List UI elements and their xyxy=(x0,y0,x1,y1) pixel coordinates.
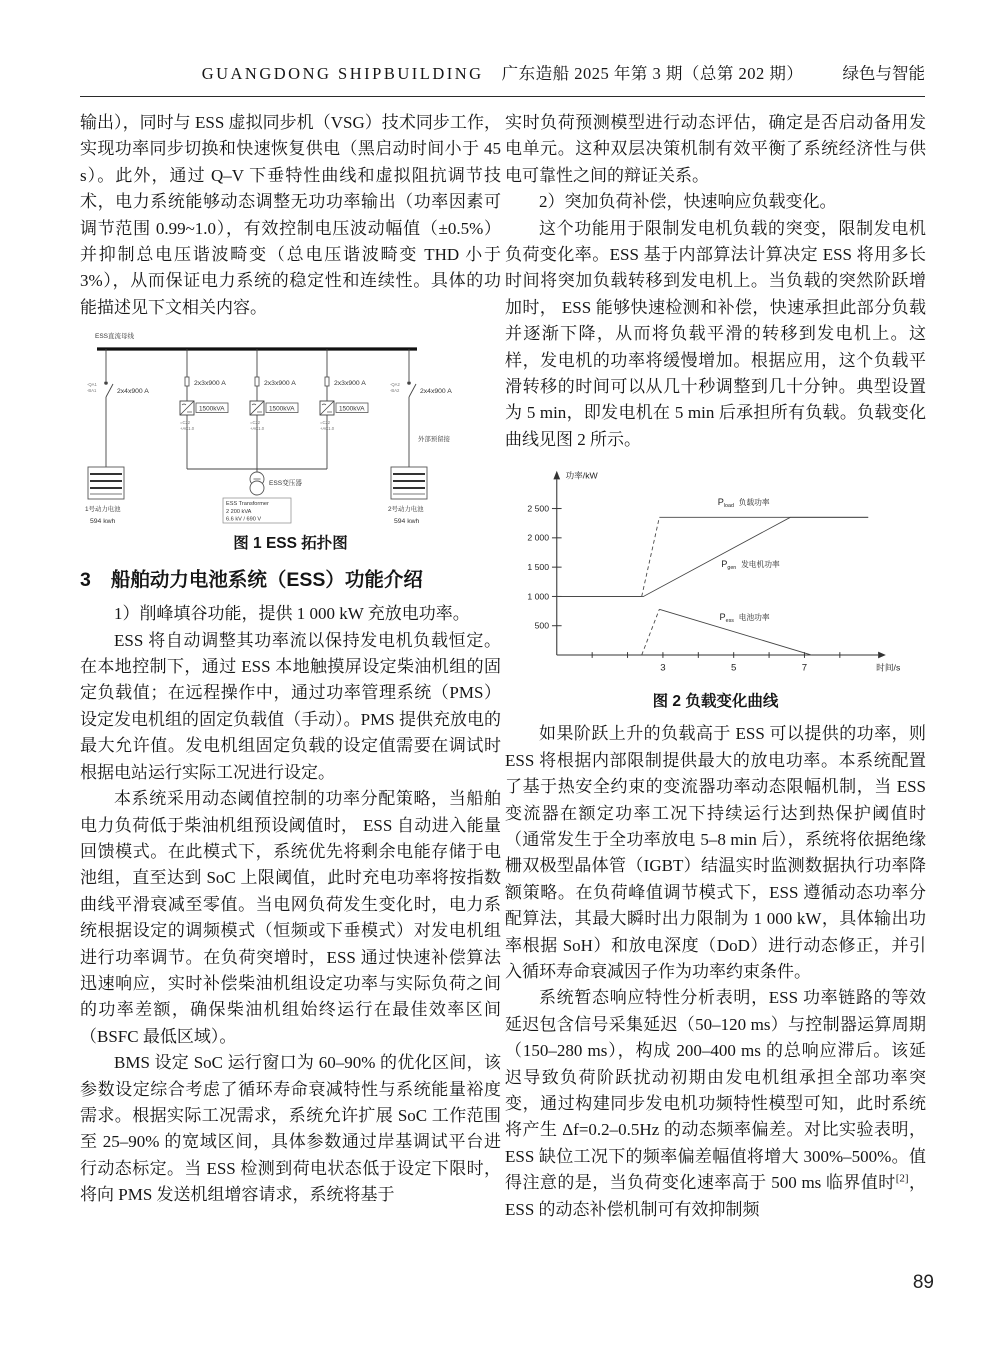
right-column xyxy=(505,110,926,1223)
battery-icon xyxy=(88,467,124,499)
y-tick-label: 1 000 xyxy=(526,591,549,602)
figure2-caption: 图 2 负载变化曲线 xyxy=(652,693,779,711)
transformer-icon xyxy=(250,472,264,495)
journal-name-en: GUANGDONG SHIPBUILDING xyxy=(201,64,484,83)
series-label: $P_{gen}$ $^{发电机功率}$ xyxy=(720,559,780,572)
transformer-spec-box xyxy=(223,498,291,523)
series-label: $P_{ess}$ $^{电池功率}$ xyxy=(719,612,770,625)
figure2-plot-area xyxy=(527,470,901,674)
section-heading xyxy=(80,565,501,595)
series-line xyxy=(556,518,867,597)
paragraph: BMS 设定 SoC 运行窗口为 60–90% 的优化区间，该参数设定综合考虑了循环寿命衰减特性与系统能量裕度需求。根据实际工况需求，系统允许扩展 SoC 工作范围至 25–90% 的宽域区间，具体参数通过岸基调试平台进行动态标定。当 ESS 检测到荷电状态低于设定下限时，将向 PMS 发送机组增容请求，系统将基于 xyxy=(80,1053,501,1205)
y-axis-label: 功率/kW xyxy=(564,470,598,481)
x-tick-label: 7 xyxy=(801,662,807,674)
external-connection-label: 外部预留接 xyxy=(417,436,450,444)
section-number: 3 xyxy=(80,569,91,592)
bus-label: ESS直流母线 xyxy=(94,333,134,341)
left-feeder xyxy=(104,349,113,467)
converter-icon xyxy=(320,401,334,415)
svg-text:2x3x900 A: 2x3x900 A xyxy=(333,380,366,388)
fuse-icon xyxy=(255,377,259,386)
series-line xyxy=(659,610,811,656)
paragraph: 系统暂态响应特性分析表明，ESS 功率链路的等效延迟包含信号采集延迟（50–120 ms）与控制器运算周期（150–280 ms），构成 200–400 ms 的总响应滞后。该延迟导致负荷阶跃扰动初期由发电机组承担全部功率突变，通过构建同步发电机功频特性模型可知，此时系统将产生 Δf=0.2–0.5Hz 的动态频率偏差。对比实验表明，ESS 缺位工况下的频率偏差幅值将增大 300%–500%。值得注意的是，当负荷变化速率高于 500 ms 临界值时[2]，ESS 的动态补偿机制可有效抑制频 xyxy=(505,988,927,1219)
converter-feeder xyxy=(180,349,228,469)
series-label: $P_{load}$ $^{负载功率}$ xyxy=(717,497,770,510)
battery1-name: 1号动力电池 xyxy=(84,506,121,514)
svg-text:=C22: =C22 xyxy=(319,420,330,426)
svg-text:+AC1.0: +AC1.0 xyxy=(179,426,194,432)
x-tick-label: 3 xyxy=(659,662,666,674)
converter-rating: 1500kVA xyxy=(198,405,224,413)
series-line xyxy=(641,518,659,597)
y-tick-label: 500 xyxy=(534,620,549,631)
left-feeder-rating: 2x4x900 A xyxy=(116,388,149,396)
header-column-name: 绿色与智能 xyxy=(842,64,925,83)
paragraph: 1）削峰填谷功能，提供 1 000 kW 充放电功率。 xyxy=(114,604,470,624)
battery1-capacity: 594 kwh xyxy=(89,518,115,526)
battery2-capacity: 594 kwh xyxy=(393,518,419,526)
page-number: 89 xyxy=(912,1272,934,1293)
svg-text:2 200 kVA: 2 200 kVA xyxy=(225,509,251,516)
fuse-icon xyxy=(325,377,329,386)
svg-text:-BA2: -BA2 xyxy=(389,388,399,394)
paragraph: ESS 将自动调整其功率流以保持发电机负载恒定。在本地控制下，通过 ESS 本地触摸屏设定柴油机组的固定负载值；在远程操作中，通过功率管理系统（PMS）设定发电机组的固定负载值（手动）。PMS 提供充放电的最大允许值。发电机组固定负载的设定值需要在调试时根据电站运行实际工况进行设定。 xyxy=(80,630,501,782)
right-feeder-rating: 2x4x900 A xyxy=(419,388,452,396)
converter-rating: 1500kVA xyxy=(338,405,364,413)
figure2-chart xyxy=(523,459,909,687)
converter-feeder xyxy=(250,349,298,469)
x-tick-label: 5 xyxy=(730,662,736,674)
breaker-icon xyxy=(104,381,108,385)
svg-text:2x3x900 A: 2x3x900 A xyxy=(193,380,226,388)
figure2-block xyxy=(505,459,926,713)
svg-text:+AC1.0: +AC1.0 xyxy=(319,426,334,432)
paragraph: 本系统采用动态阈值控制的功率分配策略，当船舶电力负荷低于柴油机组预设阈值时， ESS 自动进入能量回馈模式。在此模式下，系统优先将剩余电能存储于电池组，直至达到 SoC 上限阈值，此时充电功率将按指数曲线平滑衰减至零值。当电网负荷发生变化时，电力系统根据设定的调频模式（恒频或下垂模式）对发电机组进行功率调节。在负荷突增时，ESS 通过快速补偿算法迅速响应，实时补偿柴油机组设定功率与实际负荷之间的功率差额，确保柴油机组始终运行在最佳效率区间（BSFC 最低区域）。 xyxy=(80,789,501,1046)
converter-feeders xyxy=(180,349,368,473)
converter-icon xyxy=(180,401,194,415)
converter-feeder xyxy=(320,349,368,469)
section-title: 船舶动力电池系统（ESS）功能介绍 xyxy=(110,569,423,592)
citation-marker: [2] xyxy=(895,1172,909,1185)
x-axis-arrow-icon xyxy=(878,652,886,659)
svg-text:-BA1: -BA1 xyxy=(86,388,96,394)
paragraph: 输出），同时与 ESS 虚拟同步机（VSG）技术同步工作，实现功率同步切换和快速恢复供电（黑启动时间小于 45 s）。此外，通过 Q–V 下垂特性曲线和虚拟阻抗调节技术，电力系统能够动态调整无功功率输出（功率因素可调节范围 0.99~1.0），有效控制电压波动幅值（±0.5%）并抑制总电压谐波畸变（总电压谐波畸变 THD 小于 3%），从而保证电力系统的稳定性和连续性。具体的功能描述见下文相关内容。 xyxy=(80,113,501,317)
y-tick-label: 2 500 xyxy=(526,503,549,514)
paragraph: 2）突加负荷补偿，快速响应负载变化。 xyxy=(539,192,837,212)
svg-text:=C22: =C22 xyxy=(249,420,260,426)
right-feeder xyxy=(407,349,416,467)
left-column xyxy=(80,110,501,1209)
svg-text:ESS Transformer: ESS Transformer xyxy=(225,501,269,508)
battery-icon xyxy=(391,467,427,499)
fuse-icon xyxy=(185,377,189,386)
paragraph: 如果阶跃上升的负载高于 ESS 可以提供的功率，则 ESS 将根据内部限制提供最大的放电功率。本系统配置了基于热安全约束的变流器功率动态限幅机制，当 ESS 变流器在额定功率工况下持续运行达到热保护阈值时（通常发生于全功率放电 5–8 min 后），系统将依据绝缘栅双极型晶体管（IGBT）结温实时监测数据执行功率降额策略。在负荷峰值调节模式下，ESS 遵循动态功率分配算法，其最大瞬时出力限制为 1 000 kW，具体输出功率根据 SoH）和放电深度（DoD）进行动态修正，并引入循环寿命衰减因子作为功率约束条件。 xyxy=(505,724,926,981)
page-header xyxy=(80,60,925,90)
converter-icon xyxy=(250,401,264,415)
journal-issue-cn: 广东造船 2025 年第 3 期（总第 202 期） xyxy=(501,64,804,83)
y-axis-arrow-icon xyxy=(553,471,560,480)
paragraph: 实时负荷预测模型进行动态评估，确定是否启动备用发电单元。这种双层决策机制有效平衡了系统经济性与供电可靠性之间的辩证关系。 xyxy=(505,113,926,185)
paragraph: 这个功能用于限制发电机负载的突变，限制发电机负荷变化率。ESS 基于内部算法计算决定 ESS 将用多长时间将突加负载转移到发电机上。当负载的突然阶跃增加时， ESS 能够快速检测和补偿，快速承担此部分负载并逐渐下降，从而将负载平滑的转移到发电机上。这样，发电机的功率将缓慢增加。根据应用，这个负载平滑转移的时间可以从几十秒调整到几十分钟。典型设置为 5 min，即发电机在 5 min 后承担所有负载。负载变化曲线见图 2 所示。 xyxy=(505,218,926,449)
series-line xyxy=(641,610,659,656)
header-rule xyxy=(80,96,925,97)
x-axis-label: 时间/s xyxy=(875,662,900,673)
converter-rating: 1500kVA xyxy=(268,405,294,413)
breaker-icon xyxy=(407,381,411,385)
y-tick-label: 1 500 xyxy=(526,562,549,573)
svg-text:=C22: =C22 xyxy=(179,420,190,426)
figure1-topology-diagram xyxy=(81,327,501,529)
svg-text:6.6 kV / 690 V: 6.6 kV / 690 V xyxy=(225,516,261,523)
header-journal-line xyxy=(80,60,925,84)
figure1-caption: 图 1 ESS 拓扑图 xyxy=(233,535,348,553)
transformer-label: ESS变压器 xyxy=(268,480,302,488)
svg-text:2x3x900 A: 2x3x900 A xyxy=(263,380,296,388)
svg-text:+AC1.0: +AC1.0 xyxy=(249,426,264,432)
right-breaker-tag: -QA2 xyxy=(389,382,400,388)
y-tick-label: 2 000 xyxy=(526,533,549,544)
left-breaker-tag: -QA1 xyxy=(86,382,97,388)
battery2-name: 2号动力电池 xyxy=(387,506,424,514)
figure1-block xyxy=(80,327,501,555)
